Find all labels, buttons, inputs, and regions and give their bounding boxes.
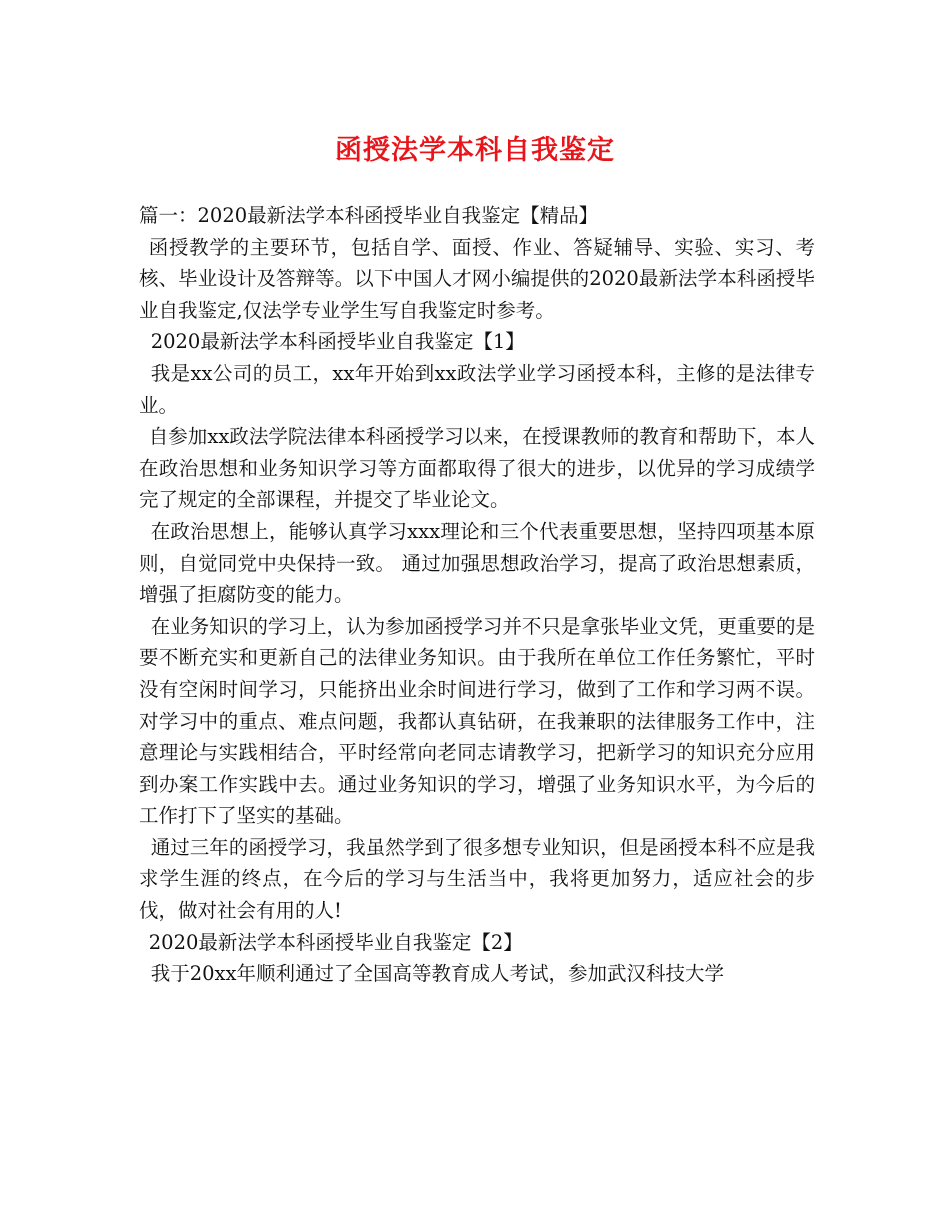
document-title: 函授法学本科自我鉴定 bbox=[335, 135, 615, 166]
body-paragraph: 在业务知识的学习上，认为参加函授学习并不只是拿张毕业文凭，更重要的是要不断充实和更新自己的法律业务知识。由于我所在单位工作任务繁忙，平时没有空闲时间学习，只能挤出业余时间进行学习，做到了工作和学习两不误。对学习中的重点、难点问题，我都认真钻研，在我兼职的法律服务工作中，注意理论与实践相结合，平时经常向老同志请教学习，把新学习的知识充分应用到办案工作实践中去。通过业务知识的学习，增强了业务知识水平，为今后的工作打下了坚实的基础。 bbox=[139, 614, 815, 828]
body-paragraph: 我于20xx年顺利通过了全国高等教育成人考试，参加武汉科技大学 bbox=[150, 962, 724, 986]
intro-paragraph: 函授教学的主要环节，包括自学、面授、作业、答疑辅导、实验、实习、考核、毕业设计及答辩等。以下中国人才网小编提供的2020最新法学本科函授毕业自我鉴定,仅法学专业学生写自我鉴定时参考。 bbox=[139, 235, 815, 322]
body-paragraph: 在政治思想上，能够认真学习xxx理论和三个代表重要思想，坚持四项基本原则，自觉同党中央保持一致。 通过加强思想政治学习，提高了政治思想素质，增强了拒腐防变的能力。 bbox=[139, 519, 815, 607]
body-paragraph: 通过三年的函授学习，我虽然学到了很多想专业知识，但是函授本科不应是我求学生涯的终点，在今后的学习与生活当中，我将更加努力，适应社会的步伐，做对社会有用的人! bbox=[139, 835, 815, 923]
section-heading: 篇一：2020最新法学本科函授毕业自我鉴定【精品】 bbox=[139, 204, 599, 227]
subsection-heading-2: 2020最新法学本科函授毕业自我鉴定【2】 bbox=[148, 930, 523, 954]
body-paragraph: 我是xx公司的员工，xx年开始到xx政法学业学习函授本科，主修的是法律专业。 bbox=[139, 361, 815, 417]
body-paragraph: 自参加xx政法学院法律本科函授学习以来，在授课教师的教育和帮助下，本人在政治思想和业务知识学习等方面都取得了很大的进步，以优异的学习成绩学完了规定的全部课程，并提交了毕业论文。 bbox=[139, 425, 815, 512]
subsection-heading-1: 2020最新法学本科函授毕业自我鉴定【1】 bbox=[150, 330, 525, 354]
document-body bbox=[139, 200, 815, 990]
